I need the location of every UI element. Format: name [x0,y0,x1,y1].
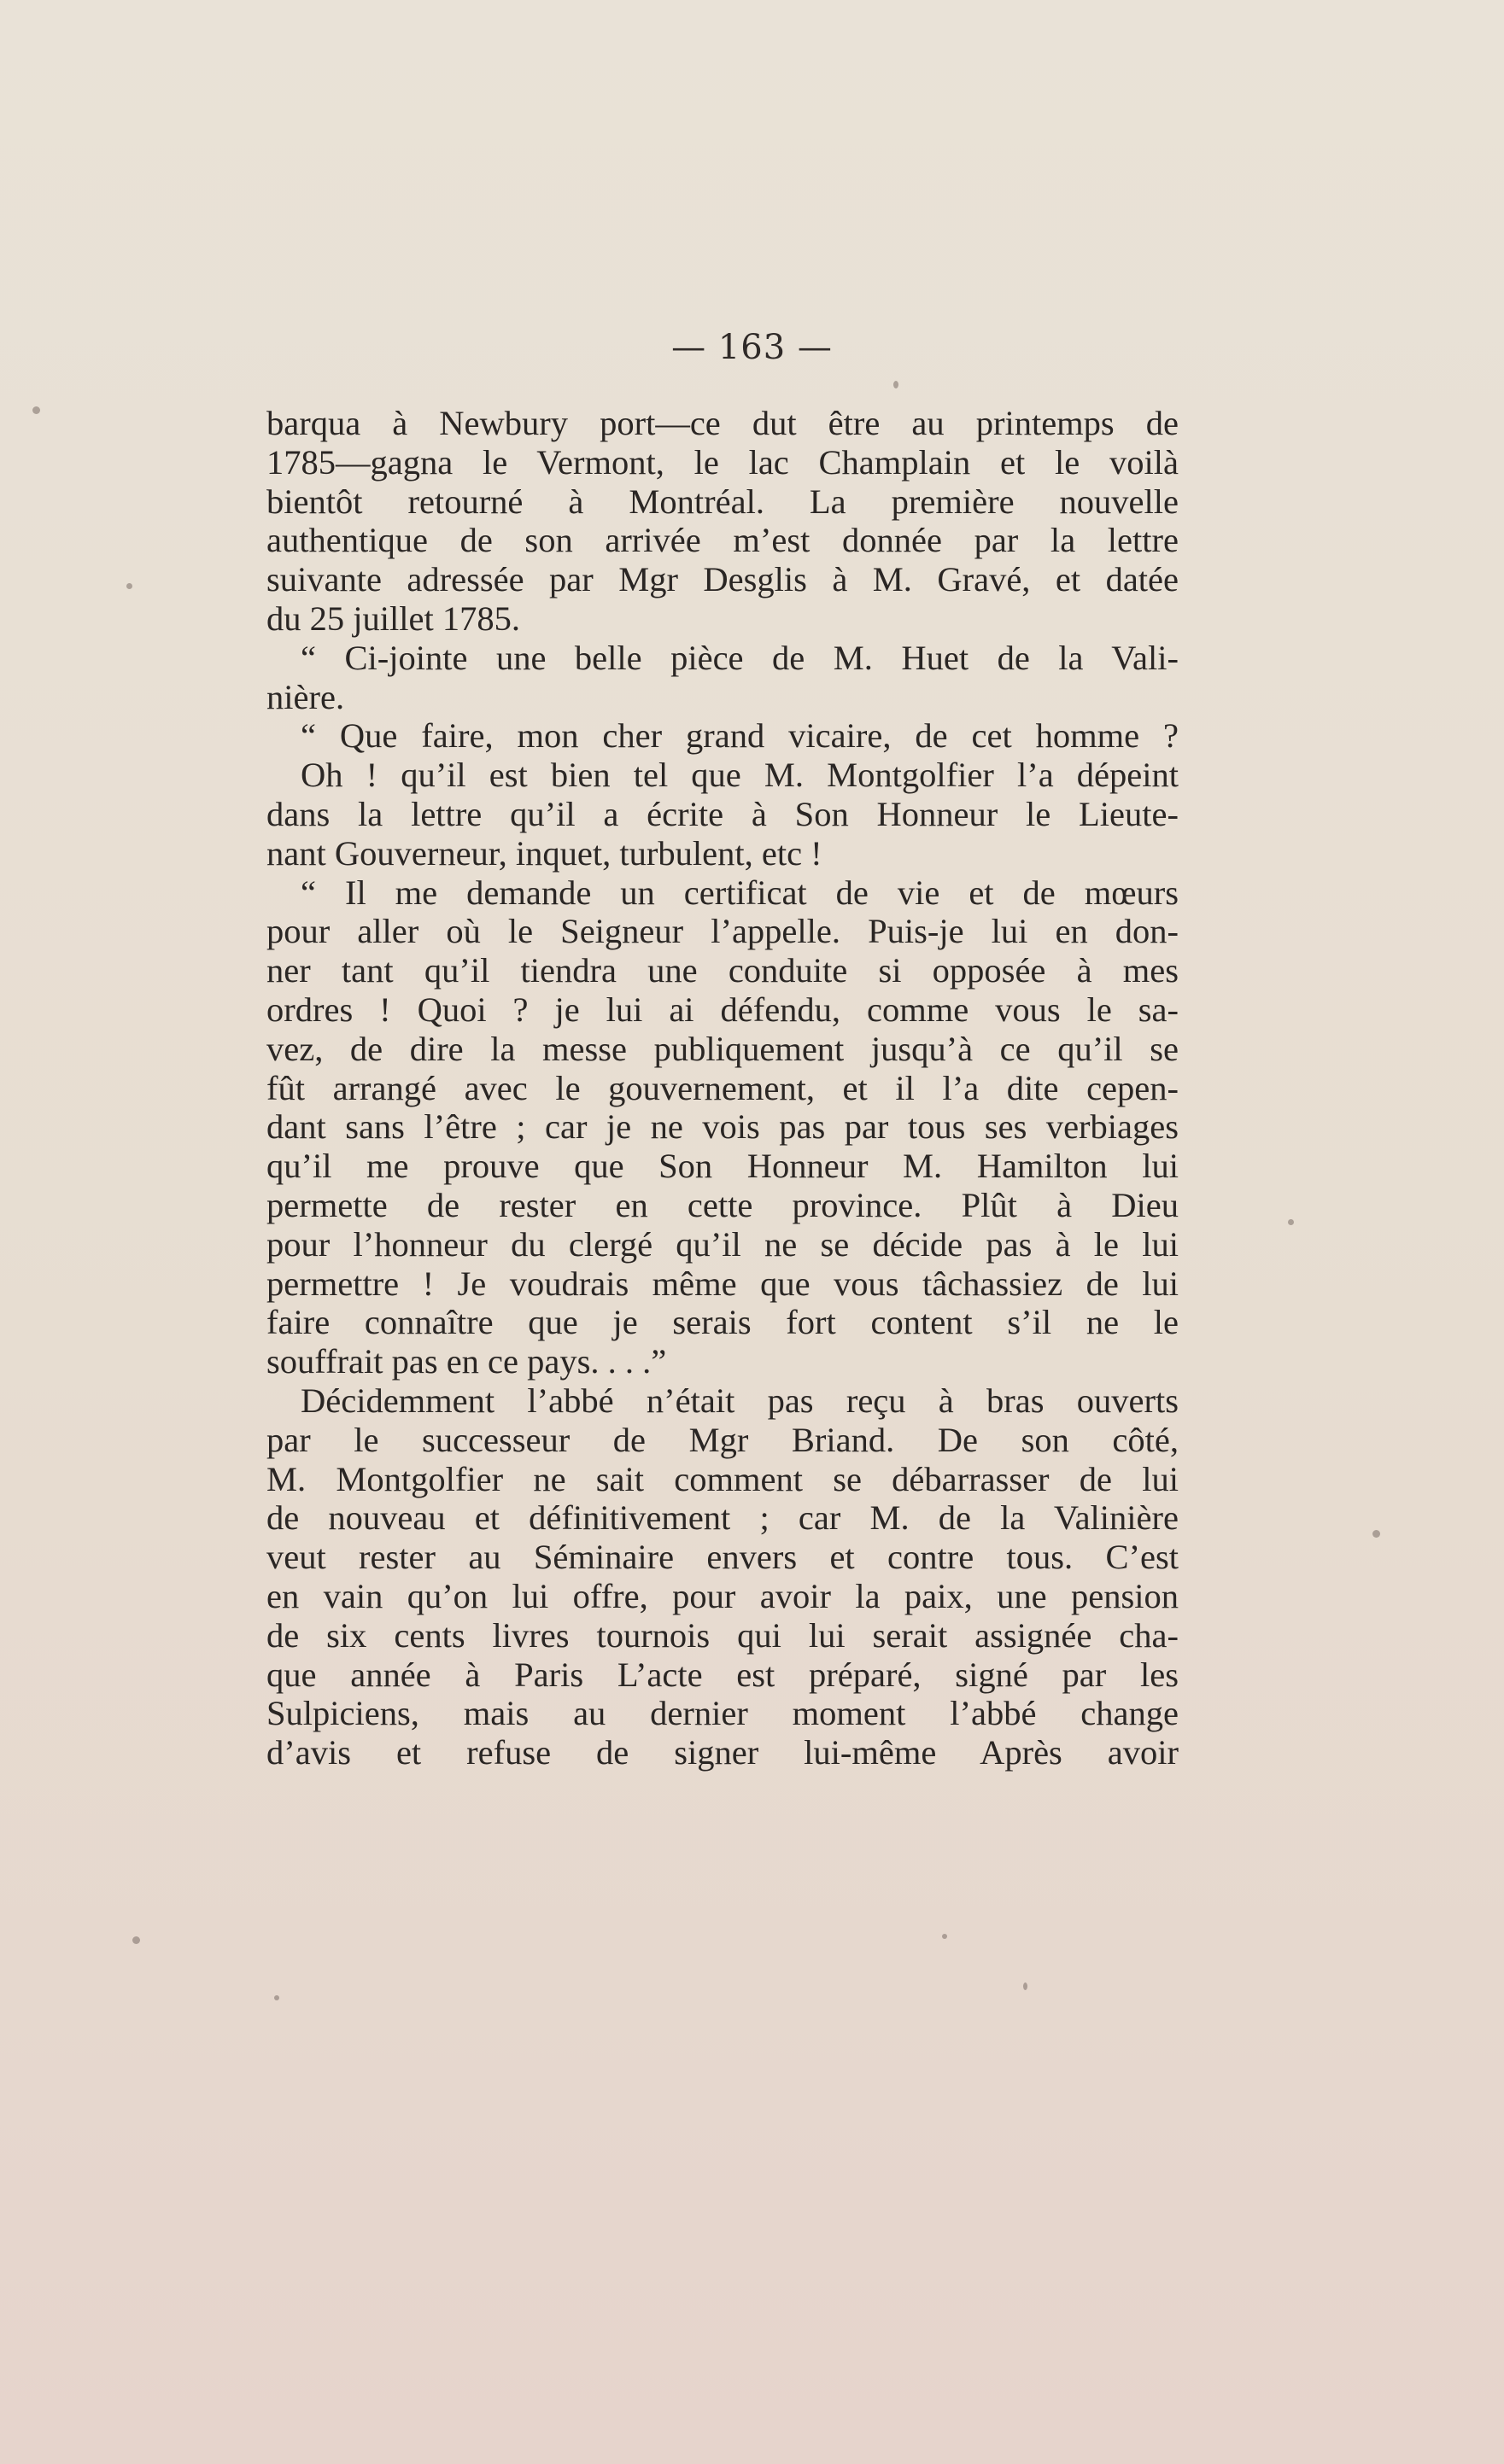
text-line: du 25 juillet 1785. [266,598,520,638]
text-line: pour aller où le Seigneur l’appelle. Puis-je lui en don- [266,912,1179,951]
text-line: ner tant qu’il tiendra une conduite si opposée à mes [266,951,1179,990]
body-text [266,404,1179,1772]
paper-speck [132,1936,140,1944]
text-line: de six cents livres tournois qui lui serait assignée cha- [266,1615,1179,1655]
text-line: “ Que faire, mon cher grand vicaire, de cet homme ? [301,716,1179,756]
text-line: d’avis et refuse de signer lui-même Après avoir [266,1733,1179,1772]
text-line: “ Ci-jointe une belle pièce de M. Huet de la Vali- [301,638,1179,677]
paper-speck [1372,1530,1380,1538]
text-line: nière. [266,677,345,716]
text-line: veut rester au Séminaire envers et contre tous. C’est [266,1538,1179,1577]
paper-speck [942,1934,947,1939]
paper-speck [274,1995,279,2000]
paper-speck [1023,1982,1027,1990]
text-line: Oh ! qu’il est bien tel que M. Montgolfier l’a dépeint [301,756,1179,795]
paper-speck [893,381,898,388]
text-line: souffrait pas en ce pays. . . .” [266,1342,667,1381]
text-line: Sulpiciens, mais au dernier moment l’abbé change [266,1694,1179,1733]
text-line: 1785—gagna le Vermont, le lac Champlain et le voilà [266,442,1179,482]
text-line: bientôt retourné à Montréal. La première nouvelle [266,482,1179,521]
text-line: pour l’honneur du clergé qu’il ne se décide pas à le lui [266,1224,1179,1264]
text-line: qu’il me prouve que Son Honneur M. Hamilton lui [266,1147,1179,1186]
text-line: permettre ! Je voudrais même que vous tâchassiez de lui [266,1264,1179,1303]
page-number: — 163 — [671,328,833,367]
text-line: nant Gouverneur, inquet, turbulent, etc ! [266,833,822,873]
text-line: faire connaître que je serais fort content s’il ne le [266,1303,1179,1342]
text-line: de nouveau et définitivement ; car M. de la Valinière [266,1498,1179,1538]
text-line: fût arrangé avec le gouvernement, et il l’a dite cepen- [266,1068,1179,1107]
text-line: Décidemment l’abbé n’était pas reçu à bras ouverts [301,1381,1179,1420]
text-line: barqua à Newbury port—ce dut être au printemps de [266,404,1179,442]
text-line: vez, de dire la messe publiquement jusqu’à ce qu’il se [266,1029,1179,1068]
paper-speck [1288,1219,1294,1225]
text-line: “ Il me demande un certificat de vie et de mœurs [301,873,1179,912]
text-line: en vain qu’on lui offre, pour avoir la paix, une pension [266,1576,1179,1615]
text-line: dans la lettre qu’il a écrite à Son Honneur le Lieute- [266,794,1179,833]
text-line: M. Montgolfier ne sait comment se débarrasser de lui [266,1459,1179,1498]
text-line: permette de rester en cette province. Plût à Dieu [266,1185,1179,1224]
paper-speck [32,406,40,414]
text-line: par le successeur de Mgr Briand. De son côté, [266,1420,1179,1459]
paper-speck [126,583,132,589]
text-line: authentique de son arrivée m’est donnée par la lettre [266,521,1179,560]
text-line: que année à Paris L’acte est préparé, signé par les [266,1655,1179,1694]
text-line: ordres ! Quoi ? je lui ai défendu, comme vous le sa- [266,990,1179,1029]
text-line: dant sans l’être ; car je ne vois pas par tous ses verbiages [266,1107,1179,1147]
text-line: suivante adressée par Mgr Desglis à M. Gravé, et datée [266,560,1179,599]
